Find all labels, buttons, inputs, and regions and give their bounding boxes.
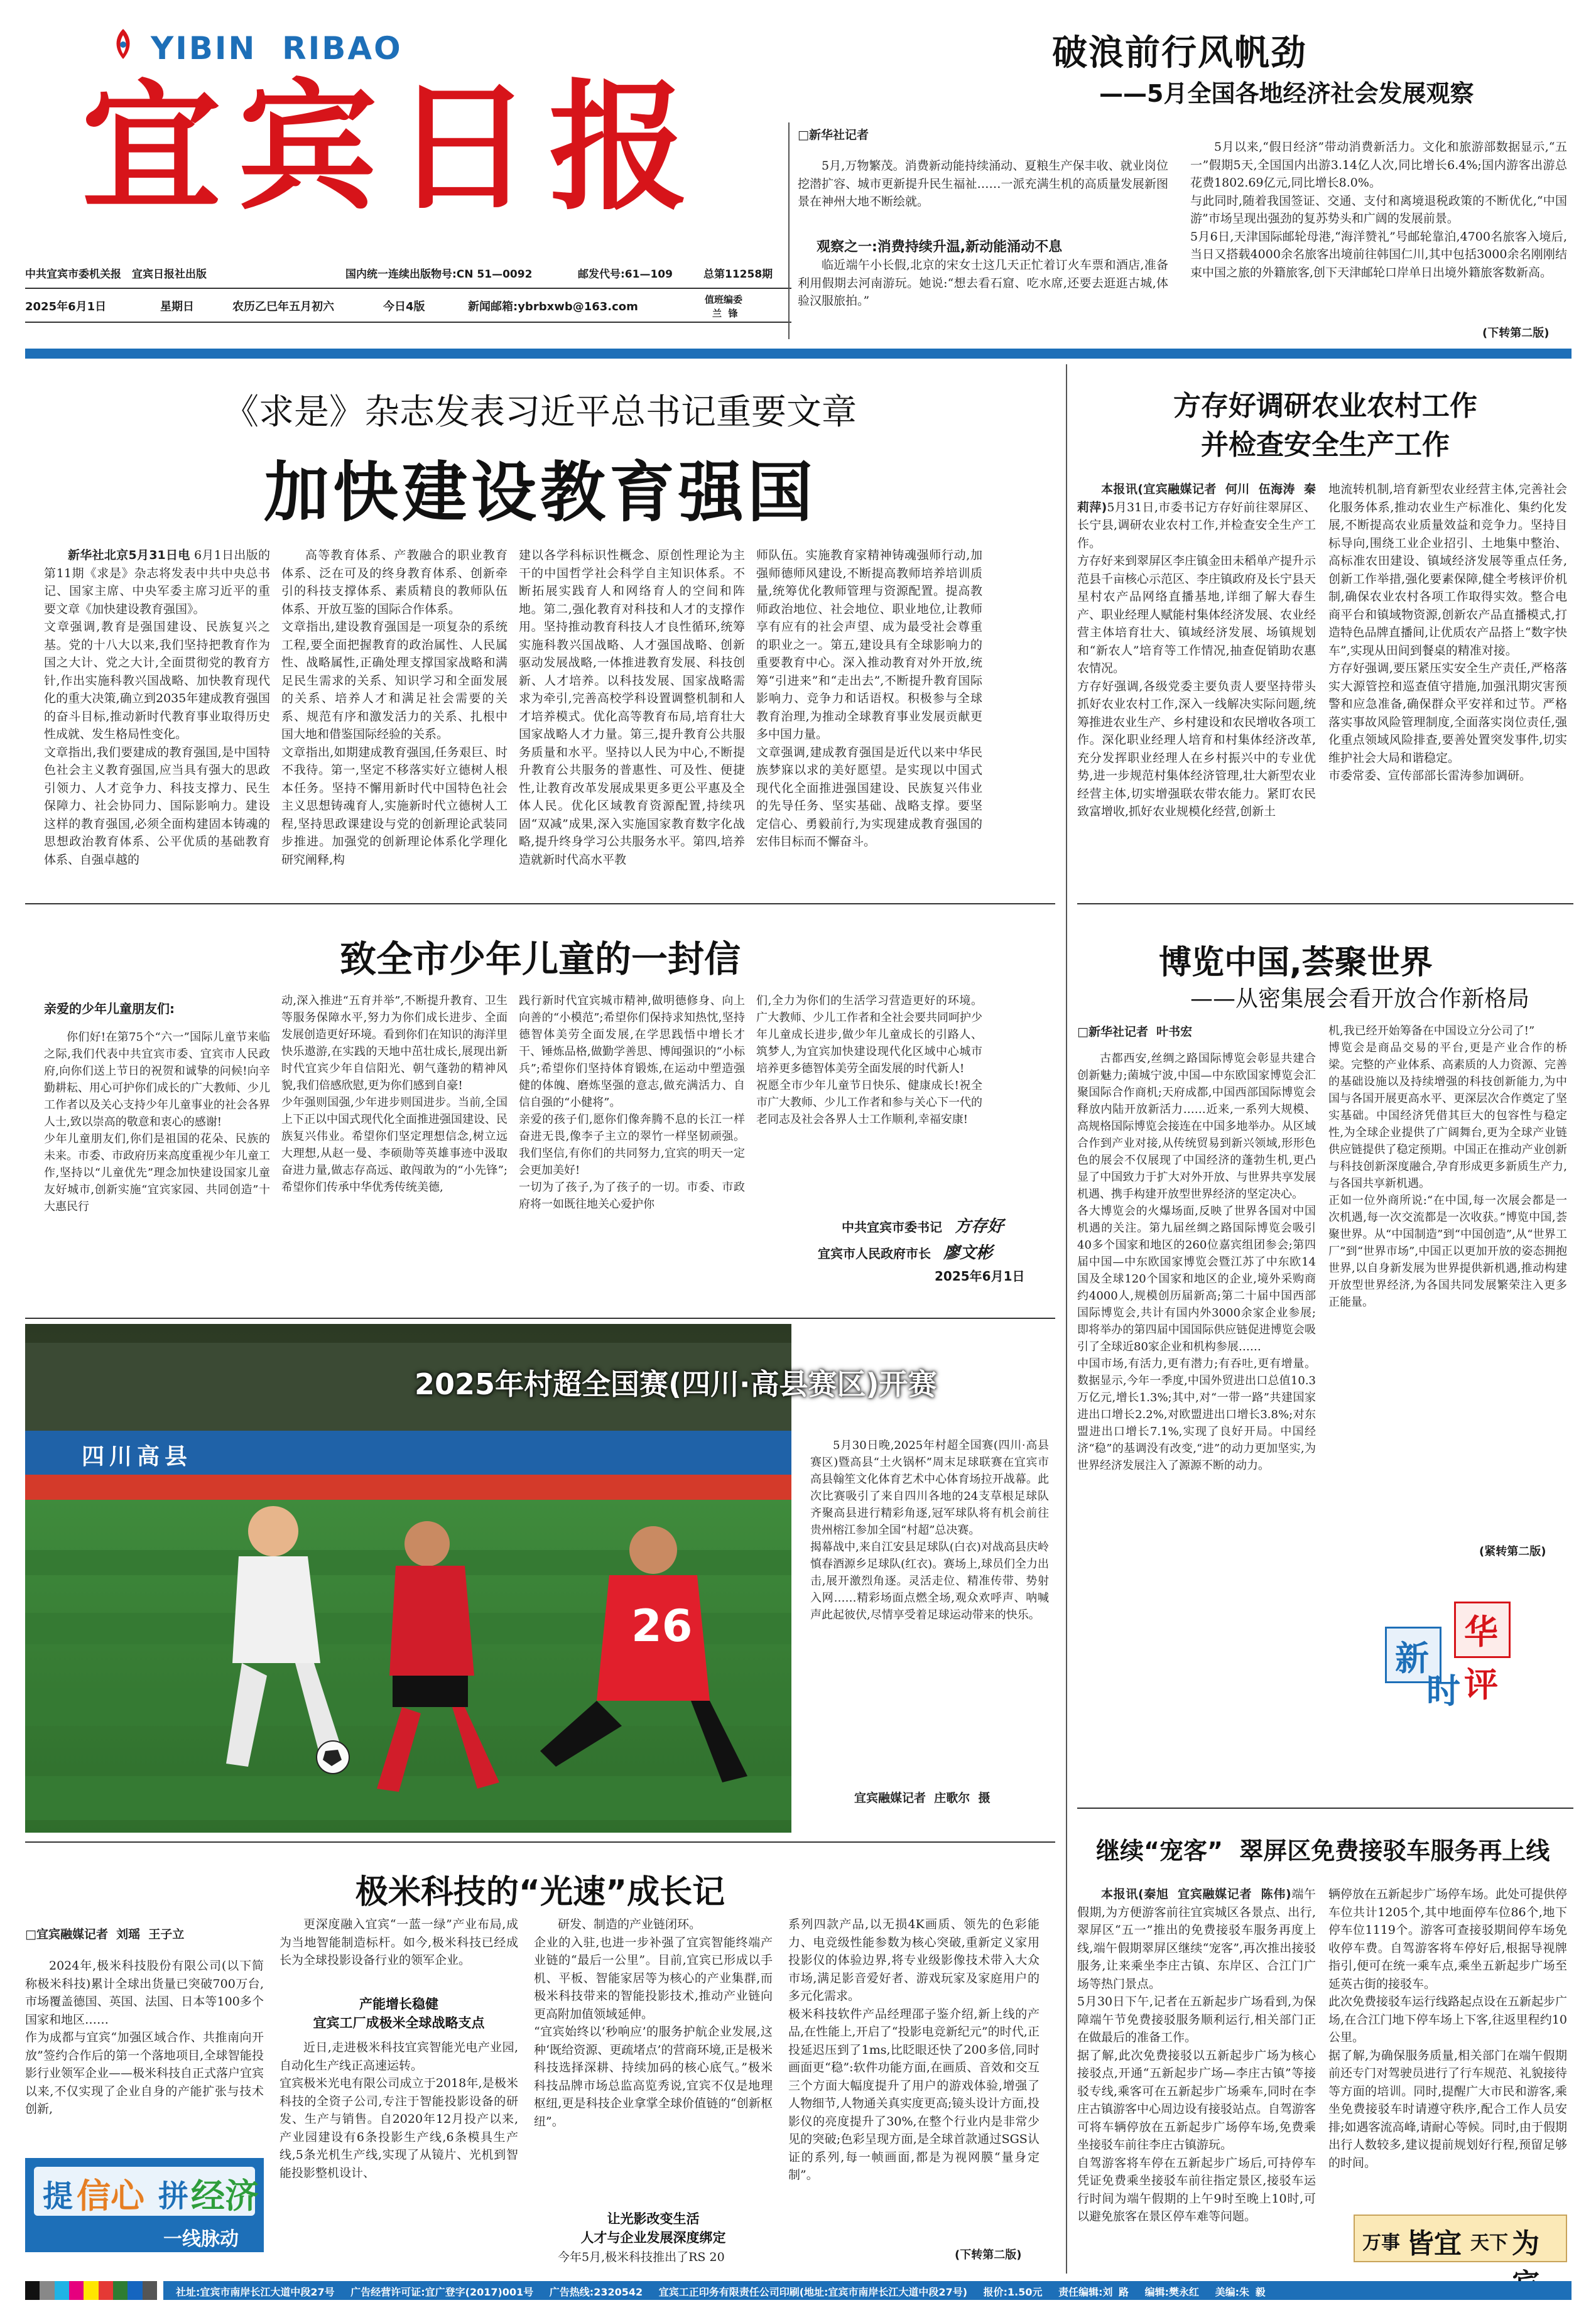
masthead-editor: 兰 锋 xyxy=(712,308,738,319)
top-story-col2: 5月以来,“假日经济”带动消费新活力。文化和旅游部数据显示,“五一”假期5天,全国国内出游3.14亿人次,同比增长6.4%;国内游客出游总花费1802.69亿元,同比增长8.0%。 与此同时,随着我国签证、交通、支付和离境退税政策的不断优化,“中国游”市场呈现出强劲的复苏势头和广阔的发展前景。 5月6日,天津国际邮轮母港,“海洋赞礼”号邮轮靠泊,4700名旅客入境后,当日又搭载4000余名旅客出境前往韩国仁川,其中包括3000余名刚刚结束中国之旅的外籍旅客,创下天津邮轮口岸单日出境外籍旅客数新高。 xyxy=(1190,140,1567,279)
jimi-subhead2: 让光影改变生活 人才与企业发展深度绑定 xyxy=(580,2211,726,2245)
footer-editor: 责任编辑:刘 路 xyxy=(1058,2286,1129,2298)
qiushi-col3: 建以各学科标识性概念、原创性理论为主干的中国哲学社会科学自主知识体系。不断拓展实践育人和网络育人的空间和阵地。第二,强化教育对科技和人才的支撑作用。坚持推动教育科技人才良性循环,统筹实施科教兴国战略、人才强国战略、创新驱动发展战略,一体推进教育发展、科技创新、人才培养。以科技发展、国家战略需求为牵引,完善高校学科设置调整机制和人才培养模式。优化高等教育布局,培育壮大国家战略人才力量。第三,提升教育公共服务质量和水平。坚持以人民为中心,不断提升教育公共服务的普惠性、可及性、便捷性,让教育改革发展成果更多更公平惠及全体人民。优化区域教育资源配置,持续巩固“双减”成果,深入实施国家教育数字化战略,提升终身学习公共服务水平。第四,培养造就新时代高水平教 xyxy=(519,548,745,867)
top-story-subhead: 观察之一:消费持续升温,新动能涌动不息 xyxy=(817,239,1063,255)
masthead-title: 宜宾日报 xyxy=(82,66,705,229)
top-story-col1: 5月,万物繁茂。消费新动能持续涌动、夏粮生产保丰收、就业岗位挖潜扩容、城市更新提升民生福祉……一派充满生机的高质量发展新图景在神州大地不断绘就。 xyxy=(798,159,1168,209)
bolan-col2: 机,我已经开始筹备在中国设立分公司了!” 博览会是商品交易的平台,更是产业合作的桥梁。完整的产业体系、高素质的人力资源、完善的基础设施以及持续增强的科技创新能力,为中国与各国开展更高水平、更深层次合作奠定了坚实基础。中国经济凭借其巨大的包容性与稳定性,为全球企业提供了广阔舞台,更为全球产业链供应链提供了稳定预期。中国正在推动产业创新与科技创新深度融合,孕育形成更多新质生产力,与各国共享新机遇。 正如一位外商所说:“在中国,每一次展会都是一次机遇,每一次交流都是一次收获。”博览中国,荟聚世界。从“中国制造”到“中国创造”,从“世界工厂”到“世界市场”,中国正以更加开放的姿态拥抱世界,以自身新发展为世界提供新机遇,推动构建开放型世界经济,为各国共同发展繁荣注入更多正能量。 xyxy=(1328,1024,1567,1309)
fang-col2: 地流转机制,培育新型农业经营主体,完善社会化服务体系,推动农业生产标准化、集约化发展,不断提高农业质量效益和竞争力。坚持目标导向,围绕工业企业招引、土地集中整治、高标准农田建设、镇域经济发展等重点任务,创新工作举措,强化要素保障,健全考核评价机制,确保农业农村各项工作取得实效。整合电商平台和镇域物资源,创新农产品直播模式,打造特色品牌直播间,让优质农产品搭上“数字快车”,实现从田间到餐桌的精准对接。 方存好强调,要压紧压实安全生产责任,严格落实大源管控和巡查值守措施,加强汛期灾害预警和应急准备,确保群众平安祥和过节。严格落实事故风险管理制度,全面落实岗位责任,强化重点领域风险排查,要善处置突发事件,切实维护社会大局和谐稳定。 市委常委、宣传部部长雷涛参加调研。 xyxy=(1328,482,1567,783)
footer-bar xyxy=(25,2281,1572,2300)
letter-sign2-name: 廖文彬 xyxy=(943,1244,993,1262)
photo-story xyxy=(25,1324,1055,1839)
footer-printer: 宜宾工正印务有限责任公司印刷(地址:宜宾市南岸长江大道中段27号) xyxy=(658,2286,968,2298)
jimi-col3b: 今年5月,极米科技推出了RS 20 xyxy=(558,2250,725,2264)
color-registration-strip xyxy=(25,2281,157,2300)
footer-hotline: 广告热线:2320542 xyxy=(549,2286,643,2298)
bus-story xyxy=(1077,1813,1573,2274)
banner-part3: 拼 xyxy=(158,2179,189,2214)
footer-price: 报价:1.50元 xyxy=(983,2286,1043,2298)
footer-address: 社址:宜宾市南岸长江大道中段27号 xyxy=(176,2286,335,2298)
masthead-issue: 总第11258期 xyxy=(703,268,773,281)
xinhua-char-4: 评 xyxy=(1464,1665,1498,1705)
masthead-cn: 国内统一连续出版物号:CN 51—0092 xyxy=(345,268,533,281)
banner-part4: 经济 xyxy=(191,2176,259,2216)
slogan-box xyxy=(1354,2215,1567,2262)
masthead-editor-label: 值班编委 xyxy=(705,294,743,305)
fang-story xyxy=(1077,371,1573,936)
qiushi-headline: 加快建设教育强国 xyxy=(263,454,817,531)
bus-col1 xyxy=(1077,1885,1316,2262)
jimi-col2b: 近日,走进极米科技宜宾智能光电产业园,自动化生产线正高速运转。 宜宾极米光电有限公司成立于2018年,是极米科技的全资子公司,专注于智能投影设备的研发、生产与销售。自2020年12月投产以来,产业园建设有6条投影生产线,6条模具生产线,5条光机生产线,实现了从镜片、光机到智能投影整机设计、 xyxy=(280,2041,518,2180)
bolan-byline: □新华社记者 叶书宏 xyxy=(1077,1025,1193,1039)
fang-headline-2: 并检查安全生产工作 xyxy=(1201,429,1450,461)
masthead-postal: 邮发代号:61—109 xyxy=(578,268,673,281)
letter-sign2-label: 宜宾市人民政府市长 xyxy=(818,1246,931,1261)
xinhua-char-2: 华 xyxy=(1464,1612,1498,1652)
bus-col2: 辆停放在五新起步广场停车场。此处可提供停车位共计1205个,其中地面停车位86个,地下停车位1119个。游客可查接驳期间停车场免收停车费。自驾游客将车停好后,根据导视牌指引,便可在统一乘车点,乘坐五新起步广场至延英古街的接驳车。 此次免费接驳车运行线路起点设在五新起步广场,在合江门地下停车场上下客,往返里程约10公里。 据了解,为确保服务质量,相关部门在端午假期前还专门对驾驶员进行了行车规范、礼貌接待等方面的培训。同时,提醒广大市民和游客,乘坐免费接驳车时请遵守秩序,配合工作人员安排;如遇客流高峰,请耐心等候。同时,由于假期出行人数较多,建议提前规划好行程,预留足够的时间。 xyxy=(1328,1887,1567,2170)
jimi-subhead1: 产能增长稳健 宜宾工厂成极米全球战略支点 xyxy=(313,1997,485,2030)
top-story-subheadline: ——5月全国各地经济社会发展观察 xyxy=(1099,80,1474,107)
banner-part1: 提 xyxy=(43,2179,73,2214)
masthead-weekday: 星期日 xyxy=(160,300,194,313)
top-story xyxy=(798,25,1577,345)
jersey-number: 26 xyxy=(631,1600,693,1652)
letter-headline: 致全市少年儿童的一封信 xyxy=(339,938,741,980)
letter-salutation: 亲爱的少年儿童朋友们: xyxy=(44,1001,175,1016)
slogan-a: 万事 xyxy=(1362,2232,1400,2254)
footer-designer: 编辑:樊永红 xyxy=(1144,2286,1200,2298)
letter-date: 2025年6月1日 xyxy=(935,1269,1025,1284)
masthead-email: 新闻邮箱:ybrbxwb@163.com xyxy=(468,300,638,313)
bus-byline: 本报讯(秦旭 宜宾融媒记者 陈伟) xyxy=(1101,1887,1291,1901)
slogan-b: 皆宜 xyxy=(1406,2228,1462,2260)
qiushi-col2: 高等教育体系、产教融合的职业教育体系、泛在可及的终身教育体系、创新牵引的科技支撑体系、素质精良的教师队伍体系、开放互鉴的国际合作体系。 文章指出,建设教育强国是一项复杂的系统工程,要全面把握教育的政治属性、人民属性、战略属性,正确处理支撑国家战略和满足民生需求的关系、知识学习和全面发展的关系、培养人才和满足社会需要的关系、规范有序和激发活力的关系、扎根中国大地和借鉴国际经验的关系。 文章指出,如期建成教育强国,任务艰巨、时不我待。第一,坚定不移落实好立德树人根本任务。坚持不懈用新时代中国特色社会主义思想铸魂育人,实施新时代立德树人工程,坚持思政课建设与党的创新理论武装同步推进。加强党的创新理论体系化学理化研究阐释,构 xyxy=(281,548,508,867)
bolan-col1: 古都西安,丝绸之路国际博览会彰显共建合创新魅力;菌城宁波,中国—中东欧国家博览会汇聚国际合作商机;天府成都,中国西部国际博览会释放内陆开放新活力……近来,一系列大规模、高规格国际博览会接连在中国多地举办。从区域合作到产业对接,从传统贸易到新兴领域,形形色色的展会不仅展现了中国经济的蓬勃生机,更凸显了中国致力于扩大对外开放、与世界共享发展机遇、携手构建开放型世界经济的坚定决心。 各大博览会的火爆场面,反映了世界各国对中国机遇的关注。第九届丝绸之路国际博览会吸引40多个国家和地区的260位嘉宾组团参会;第四届中国—中东欧国家博览会暨江苏了中东欧14国及全球120个国家和地区的企业,境外采购商约4000人,规模创历届新高;第二十届中国西部国际博览会,共计有国内外3000余家企业参展;即将举办的第四届中国国际供应链促进博览会吸引了全球近80家企业和机构参展…… 中国市场,有活力,更有潜力;有吞吐,更有增量。数据显示,今年一季度,中国外贸进出口总值10.3万亿元,增长1.3%;其中,对“一带一路”共建国家进出口增长2.2%,对欧盟进出口增长3.8%;对东盟进出口增长7.1%,实现了良好开局。中国经济“稳”的基调没有改变,“进”的动力更加坚实,为世界经济发展注入了源源不断的动力。 xyxy=(1077,1052,1316,1472)
qiushi-col1-text: 6月1日出版的第11期《求是》杂志将发表中共中央总书记、国家主席、中央军委主席习近平的重要文章《加快建设教育强国》。 文章强调,教育是强国建设、民族复兴之基。党的十八大以来,我们坚持把教育作为国之大计、党之大计,全面贯彻党的教育方针,作出实施科教兴国战略、加快教育现代化的重大决策,确立到2035年建成教育强国的奋斗目标,推动新时代教育事业取得历史性成就、发生格局性变化。 文章指出,我们要建成的教育强国,是中国特色社会主义教育强国,应当具有强大的思政引领力、人才竞争力、科技支撑力、民生保障力、社会协同力、国际影响力。建设这样的教育强国,必须全面构建固本铸魂的思想政治教育体系、公平优质的基础教育体系、自强卓越的 xyxy=(44,548,270,867)
jimi-col3a: 研发、制造的产业链闭环。 企业的入驻,也进一步补强了宜宾智能终端产业链的“最后一公里”。目前,宜宾已形成以手机、平板、智能家居等为核心的产业集群,而极米科技带来的智能投影技术,推动产业链向更高附加值领域延伸。 “宜宾始终以‘秒响应’的服务护航企业发展,这种‘既给资源、更疏堵点’的营商环境,正是极米科技选择深耕、持续加码的核心底气。”极米科技品牌市场总监高览秀说,宜宾不仅是地理枢纽,更是科技企业拿掌全球价值链的“创新枢纽”。 xyxy=(534,1917,773,2128)
footer-text xyxy=(176,2284,1266,2299)
bolan-headline: 博览中国,荟聚世界 xyxy=(1159,944,1433,982)
photo-headline: 2025年村超全国赛(四川·高县赛区)开赛 xyxy=(415,1367,937,1401)
logo-icon xyxy=(106,26,141,62)
bus-col1-text: 端午假期,为方便游客前往宜宾城区各景点、出行,翠屏区“五一”推出的免费接驳车服务再度上线,端午假期翠屏区继续“宠客”,再次推出接驳服务,让来乘坐李庄古镇、东岸区、合江门广场等热门景点。 5月30日下午,记者在五新起步广场看到,为保障端午节免费接驳服务顺利运行,相关部门正在做最后的准备工作。 据了解,此次免费接驳以五新起步广场为核心接驳点,开通“五新起步广场—李庄古镇”等接驳专线,乘客可在五新起步广场乘车,同时在李庄古镇游客中心周边设有接驳站点。自驾游客可将车辆停放在五新起步广场停车场,免费乘坐接驳车前往李庄古镇游玩。 自驾游客将车停在五新起步广场后,可持停车凭证免费乘坐接驳车前往指定景区,接驳车运行时间为端午假期的上午9时至晚上10时,可以避免旅客在景区停车难等问题。 xyxy=(1077,1887,1316,2223)
fang-headline-1: 方存好调研农业农村工作 xyxy=(1173,390,1477,422)
bolan-story xyxy=(1077,911,1573,1803)
top-story-headline: 破浪前行风帆劲 xyxy=(1052,33,1307,73)
jimi-col1: 2024年,极米科技股份有限公司(以下简称极米科技)累计全球出货量已突破700万台,市场覆盖德国、英国、法国、日本等100多个国家和地区…… 作为成都与宜宾“加强区域合作、共推南向开放”签约合作后的第一个落地项目,全球智能投影行业领军企业——极米科技自正式落户宜宾以来,不仅实现了企业自身的产能扩张与技术创新, xyxy=(25,1959,264,2116)
jimi-continued: (下转第二版) xyxy=(955,2248,1022,2262)
masthead-rule xyxy=(25,349,1572,359)
jimi-col2a: 更深度融入宜宾“一蓝一绿”产业布局,成为当地智能制造标杆。如今,极米科技已经成长为全球投影设备行业的领军企业。 xyxy=(280,1917,518,1967)
fang-col1 xyxy=(1077,480,1316,926)
qiushi-story xyxy=(25,371,1055,898)
top-story-continued: (下转第二版) xyxy=(1482,327,1550,340)
letter-story xyxy=(25,911,1055,1313)
top-story-source: □新华社记者 xyxy=(798,128,869,142)
masthead-date: 2025年6月1日 xyxy=(25,300,107,313)
photo-caption: 5月30日晚,2025年村超全国赛(四川·高县赛区)暨高县“土火锅杯”周末足球联赛在宜宾市高县翰笙文化体育艺术中心体育场拉开战幕。此次比赛吸引了来自四川各地的24支草根足球队齐聚高县进行精彩角逐,冠军球队将有机会前往贵州榕江参加全国“村超”总决赛。 揭幕战中,来自江安县足球队(白衣)对战高县庆岭慎春酒源乡足球队(红衣)。赛场上,球员们全力出击,展开激烈角逐。灵活走位、精准传带、势射入网……精彩场面点燃全场,观众欢呼声、呐喊声此起彼伏,尽情享受着足球运动带来的快乐。 xyxy=(810,1439,1049,1622)
banner-sub: 一线脉动 xyxy=(163,2228,239,2250)
xinhua-char-1: 新 xyxy=(1395,1639,1429,1678)
fang-col1-text: 5月31日,市委书记方存好前往翠屏区、长宁县,调研农业农村工作,并检查安全生产工作。 方存好来到翠屏区李庄镇金田未稻单产提升示范县千亩核心示范区、李庄镇政府及长宁县天星村农产品网络直播基地,详细了解大春生产、职业经理人赋能村集体经济发展、农业经营主体培育壮大、镇域经济发展、场镇规划和“新农人”培育等工作情况,抽查促销助农惠农情况。 方存好强调,各级党委主要负责人要坚持带头抓好农业农村工作,深入一线解决实际问题,统筹推进农业生产、乡村建设和农民增收各项工作。深化职业经理人培育和村集体经济改革,充分发挥职业经理人在乡村振兴中的专业优势,进一步规范村集体经济管理,壮大新型农业经营主体,切实增强联农带农能力。紧盯农民致富增收,抓好农业规模化经营,创新土 xyxy=(1077,500,1316,818)
letter-col1: 你们好!在第75个“六一”国际儿童节来临之际,我们代表中共宜宾市委、宜宾市人民政府,向你们送上节日的祝贺和诚挚的问候!向辛勤耕耘、用心可护你们成长的广大教师、少儿工作者以及关心支持少年儿童事业的社会各界人士,致以崇高的敬意和衷心的感谢! 少年儿童朋友们,你们是祖国的花朵、民族的未来。市委、市政府历来高度重视少年儿童工作,坚持以“儿童优先”理念加快建设国家儿童友好城市,创新实施“宜宾家园、共同创造”十大惠民行 xyxy=(44,1031,270,1213)
jimi-story xyxy=(25,1846,1055,2274)
qiushi-col1 xyxy=(44,546,270,898)
letter-col2: 动,深入推进“五育并举”,不断提升教育、卫生等服务保障水平,努力为你们成长进步、全面发展创造更好环境。看到你们在知识的海洋里快乐遨游,在实践的天地中茁壮成长,展现出新时代宜宾少年自信阳光、朝气蓬勃的精神风貌,我们倍感欣慰,更为你们感到自豪! 少年强则国强,少年进步则国进步。当前,全国上下正以中国式现代化全面推进强国建设、民族复兴伟业。希望你们坚定理想信念,树立远大理想,从赵一曼、李硕勋等英雄事迹中汲取奋进力量,做志存高远、敢闯敢为的“小先锋”;希望你们传承中华优秀传统美德, xyxy=(281,994,508,1194)
footer-license: 广告经营许可证:宜广登字(2017)001号 xyxy=(350,2286,534,2298)
masthead-sponsor: 中共宜宾市委机关报 宜宾日报社出版 xyxy=(25,268,207,281)
confidence-banner xyxy=(25,2158,264,2252)
jimi-col4: 系列四款产品,以无损4K画质、领先的色彩能力、电竞级性能参数为核心突破,重新定义家用投影仪的体验边界,将专业级影像技术带入大众市场,满足影音爱好者、游戏玩家及家庭用户的多元化需求。 极米科技软件产品经理邵子鉴介绍,新上线的产品,在性能上,开启了“投影电竞新纪元”的时代,正投延迟压到了1ms,比眨眼还快了200多倍,同时画面更“稳”:软件功能方面,在画质、音效和交互三个方面大幅度提升了用户的游戏体验,增强了人物细节,人物通关真实度更高;镜头设计方面,投影仪的亮度提升了30%,在整个行业内是非常少见的突破;色彩呈现方面,是全球首款通过SGS认证的系列,每一帧画面,都是为视网膜“量身定制”。 xyxy=(788,1917,1040,2182)
bus-headline: 继续“宠客” 翠屏区免费接驳车服务再上线 xyxy=(1096,1837,1550,1865)
letter-sign1-label: 中共宜宾市委书记 xyxy=(842,1220,942,1235)
letter-signature-2 xyxy=(818,1240,992,1263)
qiushi-kicker: 《求是》杂志发表习近平总书记重要文章 xyxy=(224,392,857,433)
qiushi-dateline: 新华社北京5月31日电 xyxy=(68,548,190,562)
jimi-byline: □宜宾融媒记者 刘瑶 王子立 xyxy=(25,1927,185,1941)
masthead-pinyin: YIBIN RIBAO xyxy=(151,30,403,67)
slogan-c: 天下 xyxy=(1470,2232,1508,2254)
qiushi-col4: 师队伍。实施教育家精神铸魂强师行动,加强师德师风建设,不断提高教师培养培训质量,统筹优化教师管理与资源配置。提高教师政治地位、社会地位、职业地位,让教师享有应有的社会声望、成为最受社会尊重的职业之一。第五,建设具有全球影响力的重要教育中心。深入推动教育对外开放,统筹“引进来”和“走出去”,不断提升教育国际影响力、竞争力和话语权。积极参与全球教育治理,为推动全球教育事业发展贡献更多中国力量。 文章强调,建成教育强国是近代以来中华民族梦寐以求的美好愿望。是实现以中国式现代化全面推进强国建设、民族复兴伟业的先导任务、坚实基础、战略支撑。要坚定信心、勇毅前行,为实现建成教育强国的宏伟目标而不懈奋斗。 xyxy=(756,548,982,848)
photo-credit: 宜宾融媒记者 庄歌尔 摄 xyxy=(854,1791,991,1805)
jimi-headline: 极米科技的“光速”成长记 xyxy=(355,1873,725,1911)
masthead-lunar: 农历乙巳年五月初六 xyxy=(232,300,334,313)
xinhua-char-3: 时 xyxy=(1426,1671,1460,1711)
banner-part2: 信心 xyxy=(77,2176,144,2216)
letter-signature-1 xyxy=(842,1213,1004,1237)
masthead-pages: 今日4版 xyxy=(383,300,425,313)
bolan-continued: (紧转第二版) xyxy=(1479,1545,1546,1558)
stadium-banner-text: 四川高县 xyxy=(82,1444,193,1470)
letter-col3: 践行新时代宜宾城市精神,做明德修身、向上向善的“小模范”;希望你们保持求知热忱,坚持德智体美劳全面发展,在学思践悟中增长才干、锤炼品格,做勤学善思、博闻强识的“小标兵”;希望你们坚持体育锻炼,在运动中塑造强健的体魄、磨炼坚强的意志,做充满活力、自信自强的“小健将”。 亲爱的孩子们,愿你们像奔腾不息的长江一样奋进无畏,像李子主立的翠竹一样坚韧顽强。我们坚信,有你们的共同努力,宜宾的明天一定会更加美好! 一切为了孩子,为了孩子的一切。市委、市政府将一如既往地关心爱护你 xyxy=(519,994,745,1211)
letter-col4: 们,全力为你们的生活学习营造更好的环境。广大教师、少儿工作者和全社会要共同呵护少年儿童成长进步,做少年儿童成长的引路人、筑梦人,为宜宾加快建设现代化区域中心城市培养更多德智体美劳全面发展的时代新人! 祝愿全市少年儿童节日快乐、健康成长!祝全市广大教师、少儿工作者和参与关心下一代的老同志及社会各界人士工作顺利,幸福安康! xyxy=(756,994,982,1126)
letter-sign1-name: 方存好 xyxy=(955,1217,1004,1236)
footer-art: 美编:朱 毅 xyxy=(1215,2286,1266,2298)
slogan-d: 为 xyxy=(1512,2228,1539,2260)
xinhua-comment-logo xyxy=(1372,1589,1529,1711)
bolan-subheadline: ——从密集展会看开放合作新格局 xyxy=(1190,986,1530,1012)
fang-byline: 本报讯(宜宾融媒记者 何川 伍海涛 秦莉萍) xyxy=(1077,482,1316,514)
top-story-col1b: 临近端午小长假,北京的宋女士这几天正忙着订火车票和酒店,准备利用假期去河南游玩。她说:“想去看石窟、吃水席,还要去逛逛古城,体验汉服旅拍。” xyxy=(798,258,1168,308)
